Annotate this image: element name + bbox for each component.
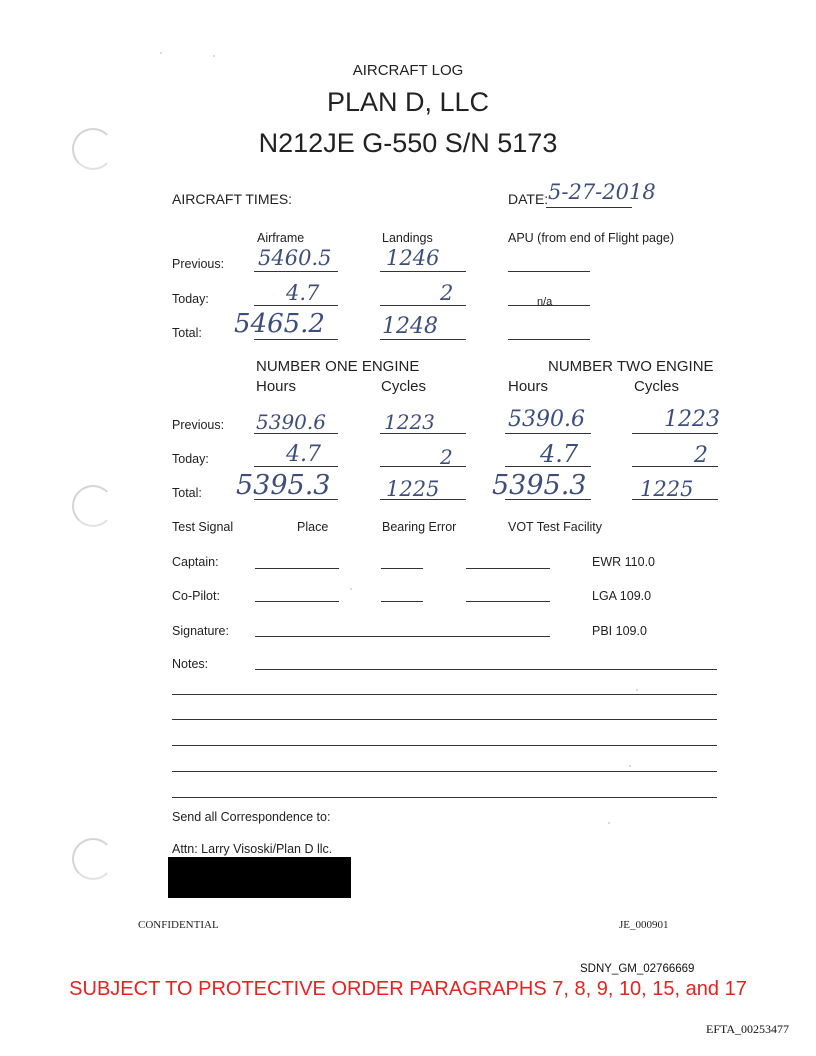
landings-total: 1248 (382, 314, 438, 339)
engine-two-hours-total: 5395.3 (492, 470, 587, 501)
airframe-previous: 5460.5 (258, 246, 332, 270)
landings-today: 2 (440, 281, 454, 305)
apu-today: n/a (537, 296, 553, 308)
copilot-facility-line (466, 601, 550, 602)
row-signature: Signature: (172, 624, 229, 638)
engine-two-hours-previous: 5390.6 (508, 407, 585, 432)
engine-one-hours-col: Hours (256, 378, 297, 395)
engine-one-hours-total: 5395.3 (236, 470, 331, 501)
bates-je: JE_000901 (619, 919, 669, 931)
vot-facility-lga: LGA 109.0 (592, 589, 652, 603)
company-name: PLAN D, LLC (326, 87, 490, 117)
date-value: 5-27-2018 (548, 180, 656, 204)
col-place: Place (297, 520, 329, 534)
notes-line (172, 719, 717, 720)
engine-one-cycles-total: 1225 (386, 477, 440, 501)
copilot-bearing-line (381, 601, 423, 602)
landings-previous: 1246 (386, 246, 440, 270)
aircraft-times-label: AIRCRAFT TIMES: (172, 191, 293, 207)
bates-sdny: SDNY_GM_02766669 (580, 963, 695, 975)
notes-line (172, 797, 717, 798)
col-airframe: Airframe (257, 231, 305, 245)
row-copilot: Co-Pilot: (172, 589, 220, 603)
scan-speck (629, 765, 631, 767)
row-previous: Previous: (172, 257, 225, 271)
captain-place-line (255, 568, 339, 569)
scan-speck (160, 52, 162, 54)
engine-row-previous: Previous: (172, 418, 225, 432)
efta-number: EFTA_00253477 (706, 1022, 790, 1036)
engine-two-label: NUMBER TWO ENGINE (548, 358, 714, 375)
col-landings: Landings (382, 231, 433, 245)
row-captain: Captain: (172, 555, 219, 569)
confidential-stamp: CONFIDENTIAL (138, 919, 219, 931)
notes-line (172, 694, 717, 695)
engine-one-label: NUMBER ONE ENGINE (256, 358, 420, 375)
row-total: Total: (172, 326, 202, 340)
notes-line (255, 669, 717, 670)
correspondence-attn: Attn: Larry Visoski/Plan D llc. (172, 842, 333, 856)
punch-hole-bottom (72, 838, 114, 880)
notes-label: Notes: (172, 657, 209, 671)
engine-two-hours-today: 4.7 (540, 440, 579, 468)
redaction-box (168, 857, 351, 898)
col-bearing-error: Bearing Error (382, 520, 457, 534)
engine-two-cycles-today: 2 (694, 443, 708, 468)
vot-facility-pbi: PBI 109.0 (592, 624, 647, 638)
col-test-signal: Test Signal (172, 520, 234, 534)
scan-speck (636, 689, 638, 691)
correspondence-label: Send all Correspondence to: (172, 810, 331, 824)
engine-two-hours-col: Hours (508, 378, 549, 395)
engine-two-cycles-previous: 1223 (664, 407, 720, 432)
engine-one-hours-previous: 5390.6 (256, 410, 326, 434)
notes-line (172, 745, 717, 746)
engine-two-cycles-total: 1225 (640, 477, 694, 501)
engine-row-today: Today: (172, 452, 209, 466)
col-apu: APU (from end of Flight page) (508, 231, 675, 245)
vot-facility-ewr: EWR 110.0 (592, 555, 655, 569)
copilot-place-line (255, 601, 339, 602)
captain-bearing-line (381, 568, 423, 569)
date-label: DATE: (508, 191, 549, 207)
engine-row-total: Total: (172, 486, 202, 500)
aircraft-identifier: N212JE G-550 S/N 5173 (258, 128, 558, 158)
signature-line (255, 636, 550, 637)
engine-one-hours-today: 4.7 (286, 442, 321, 467)
engine-one-cycles-previous: 1223 (384, 410, 435, 434)
engine-one-cycles-today: 2 (440, 445, 453, 469)
airframe-today: 4.7 (286, 281, 320, 305)
notes-line (172, 771, 717, 772)
scan-speck (213, 55, 215, 57)
punch-hole-middle (72, 485, 114, 527)
date-line (546, 207, 632, 208)
airframe-total: 5465.2 (234, 309, 325, 339)
row-today: Today: (172, 292, 209, 306)
captain-facility-line (466, 568, 550, 569)
log-title: AIRCRAFT LOG (352, 62, 464, 79)
col-vot-facility: VOT Test Facility (508, 520, 603, 534)
scan-speck (608, 822, 610, 824)
engine-one-cycles-col: Cycles (381, 378, 427, 395)
engine-two-cycles-col: Cycles (634, 378, 680, 395)
scan-speck (350, 588, 352, 590)
protective-order-notice: SUBJECT TO PROTECTIVE ORDER PARAGRAPHS 7, 8, 9, 10, 15, and 17 (69, 978, 747, 1000)
